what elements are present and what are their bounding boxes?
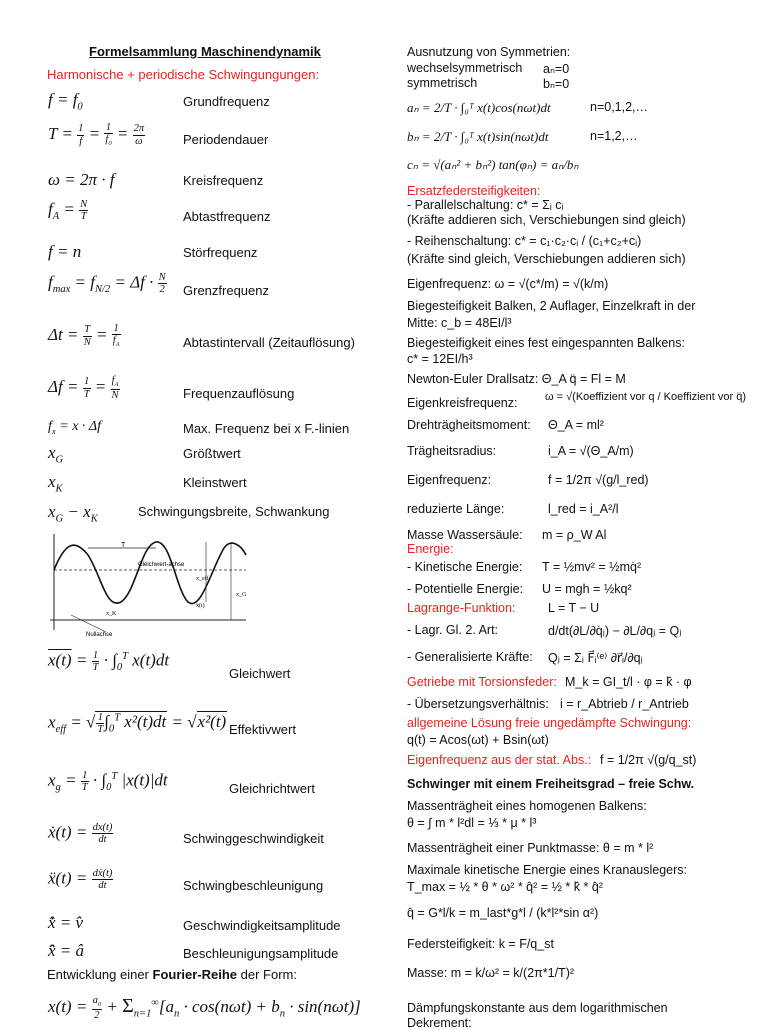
allg-formula: q(t) = Acos(ωt) + Bsin(ωt) [407, 733, 549, 747]
sym2-value: bₙ=0 [543, 77, 570, 91]
formula-gleichrichtwert: $x_g$ = $\frac{1}{T}$ · $\int_0^T$ |x(t)|dt [48, 770, 168, 794]
formula-geschwindigkeitsamplitude: x̂̇ = v̂ [48, 913, 84, 932]
label-beschleunigungsamplitude: Beschleunigungsamplitude [183, 946, 339, 961]
formula-kleinstwert: $x_K$ [48, 472, 63, 495]
gen-formula: Qⱼ = Σᵢ F⃗ᵢ⁽ᵉ⁾ ∂r⃗ᵢ/∂qⱼ [548, 651, 643, 665]
figure-label-t: T [121, 542, 126, 549]
radius-formula: i_A = √(Θ_A/m) [548, 444, 634, 458]
label-kleinstwert: Kleinstwert [183, 475, 247, 490]
ersatz-heading: Ersatzfedersteifigkeiten: [407, 184, 541, 198]
allg-heading: allgemeine Lösung freie ungedämpfte Schwingung: [407, 716, 692, 730]
label-maxfrequenz: Max. Frequenz bei x F.-linien [183, 421, 350, 436]
kin-label: - Kinetische Energie: [407, 560, 523, 574]
formula-periodendauer: T = $\frac{1}{f}$ = $\frac{1}{f_0}$ = $\frac{2\pi}{\omega}$ [48, 122, 145, 148]
label-grenzfrequenz: Grenzfrequenz [183, 283, 269, 298]
masse: Masse: m = k/ω² = k/(2π*1/T)² [407, 966, 575, 980]
parallel: - Parallelschaltung: c* = Σᵢ cᵢ [407, 198, 564, 212]
parallel-note: (Kräfte addieren sich, Verschiebungen sind gleich) [407, 213, 686, 227]
label-geschwindigkeitsamplitude: Geschwindigkeitsamplitude [183, 918, 341, 933]
sym1-value: aₙ=0 [543, 62, 570, 76]
massen-label: Massenträgheit eines homogenen Balkens: [407, 799, 647, 813]
kin-formula: T = ½mv² = ½mq̇² [542, 560, 642, 574]
reihe: - Reihenschaltung: c* = c₁·c₂·cᵢ / (c₁+c₂+cᵢ) [407, 234, 642, 248]
label-schwinggeschwindigkeit: Schwinggeschwindigkeit [183, 831, 324, 846]
punktmasse: Massenträgheit einer Punktmasse: θ = m * l² [407, 841, 654, 855]
formula-grundfrequenz: $f = f_0$ [48, 90, 83, 113]
getriebe-formula: M_k = GI_t/l · φ = k̂ · φ [565, 675, 692, 689]
label-abtastintervall: Abtastintervall (Zeitauflösung) [183, 335, 355, 350]
federsteifigkeit: Federsteifigkeit: k = F/q_st [407, 937, 554, 951]
lagr2-formula: d/dt(∂L/∂q̇ⱼ) − ∂L/∂qⱼ = Qⱼ [548, 624, 682, 638]
formula-groesstwert: $x_G$ [48, 443, 64, 466]
formula-stoerfrequenz: f = n [48, 242, 82, 261]
gen-label: - Generalisierte Kräfte: [407, 650, 533, 664]
formula-an: aₙ = 2/T · ∫₀ᵀ x(t)cos(nωt)dt [407, 100, 551, 115]
label-periodendauer: Periodendauer [183, 132, 269, 147]
dreh-label: Drehträgheitsmoment: [407, 418, 531, 432]
formula-abtastfrequenz: $f_A$ = $\frac{N}{T}$ [48, 199, 88, 223]
qhat-formula: q̂ = G*l/k = m_last*g*l / (k*l²*sin α²) [407, 906, 599, 920]
energie-heading: Energie: [407, 542, 454, 556]
label-frequenzaufloesung: Frequenzauflösung [183, 386, 295, 401]
stat-label: Eigenfrequenz aus der stat. Abs.: [407, 753, 592, 767]
eigen2-label: Eigenfrequenz: [407, 473, 492, 487]
dreh-formula: Θ_A = ml² [548, 418, 604, 432]
bn-range: n=1,2,… [590, 129, 638, 143]
pot-label: - Potentielle Energie: [407, 582, 524, 596]
massen-formula: θ = ∫ m * l²dl = ⅓ * μ * l³ [407, 816, 537, 830]
eigenkreis-formula: ω = √(Koeffizient vor q / Koeffizient vor q̈) [545, 391, 747, 403]
daempf-1: Dämpfungskonstante aus dem logarithmischen [407, 1001, 668, 1015]
an-range: n=0,1,2,… [590, 100, 649, 114]
oscillation-figure [46, 530, 256, 640]
label-grundfrequenz: Grundfrequenz [183, 94, 270, 109]
page-title: Formelsammlung Maschinendynamik [89, 44, 321, 59]
wasser-label: Masse Wassersäule: [407, 528, 523, 542]
eigenfrequenz-1: Eigenfrequenz: ω = √(c*/m) = √(k/m) [407, 277, 609, 291]
fourier-formula: x(t) = $\frac{a_0}{2}$ + $\Sigma_{n=1}^\infty[a_n \cdot \cos(n\omega t) + b_n \cdot \sin(n\omega t)]$ [48, 995, 361, 1022]
lagr2-label: - Lagr. Gl. 2. Art: [407, 623, 499, 637]
getriebe-label: Getriebe mit Torsionsfeder: [407, 675, 557, 689]
maxkin-label: Maximale kinetische Energie eines Kranauslegers: [407, 863, 688, 877]
formula-abtastintervall: Δt = $\frac{T}{N}$ = $\frac{1}{f_A}$ [48, 323, 120, 349]
biege1-a: Biegesteifigkeit Balken, 2 Auflager, Einzelkraft in der [407, 299, 696, 313]
formula-gleichwert: x(t) = $\frac{1}{T}$ · $\int_0^T$ x(t)dt [48, 650, 170, 674]
stat-formula: f = 1/2π √(g/q_st) [600, 753, 697, 767]
figure-label-xg: x_G [236, 592, 247, 598]
figure-label-xm: x̄(t) [196, 603, 205, 609]
biege1-b: Mitte: c_b = 48EI/l³ [407, 316, 512, 330]
radius-label: Trägheitsradius: [407, 444, 497, 458]
red-label: reduzierte Länge: [407, 502, 505, 516]
schwinger-heading: Schwinger mit einem Freiheitsgrad – freie Schw. [407, 777, 695, 791]
maxkin-formula: T_max = ½ * θ * ω² * q̂² = ½ * k̂ * q̂² [407, 880, 603, 894]
biege2-a: Biegesteifigkeit eines fest eingespannten Balkens: [407, 336, 685, 350]
formula-beschleunigungsamplitude: x̂̈ = â [48, 941, 85, 960]
fourier-intro: Entwicklung einer Fourier-Reihe der Form: [47, 967, 297, 982]
formula-kreisfrequenz: ω = 2π · f [48, 170, 115, 189]
ueber-formula: i = r_Abtrieb / r_Antrieb [560, 697, 689, 711]
formula-cn: cₙ = √(aₙ² + bₙ²) tan(φₙ) = aₙ/bₙ [407, 157, 579, 172]
label-schwingungsbreite: Schwingungsbreite, Schwankung [138, 504, 330, 519]
formula-schwingungsbreite: $x_G - x_K$ [48, 502, 98, 525]
pot-formula: U = mgh = ½kq² [542, 582, 632, 596]
lagr-formula: L = T − U [548, 601, 600, 615]
figure-label-gleich: Gleichwert-achse [138, 562, 185, 568]
label-abtastfrequenz: Abtastfrequenz [183, 209, 271, 224]
label-gleichrichtwert: Gleichrichtwert [229, 781, 315, 796]
figure-label-xk: x_K [106, 611, 117, 617]
formula-maxfrequenz: $f_x = x \cdot \Delta f$ [48, 419, 102, 436]
ueber-label: - Übersetzungsverhältnis: [407, 697, 549, 711]
eigenkreis-label: Eigenkreisfrequenz: [407, 396, 518, 410]
daempf-2: Dekrement: [407, 1016, 472, 1030]
sym1: wechselsymmetrisch [407, 61, 523, 75]
sym-head: Ausnutzung von Symmetrien: [407, 45, 571, 59]
formula-schwingbeschleunigung: ẍ(t) = $\frac{\text{dẋ(t)}}{dt}$ [48, 868, 113, 892]
sym2: symmetrisch [407, 76, 478, 90]
biege2-b: c* = 12EI/h³ [407, 352, 473, 366]
lagr-label: Lagrange-Funktion: [407, 601, 516, 615]
label-kreisfrequenz: Kreisfrequenz [183, 173, 264, 188]
wasser-formula: m = ρ_W Al [542, 528, 607, 542]
eigen2-formula: f = 1/2π √(g/l_red) [548, 473, 649, 487]
formula-bn: bₙ = 2/T · ∫₀ᵀ x(t)sin(nωt)dt [407, 129, 549, 144]
newton-euler: Newton-Euler Drallsatz: Θ_A q̈ = Fl = M [407, 372, 626, 386]
label-gleichwert: Gleichwert [229, 666, 291, 681]
label-effektivwert: Effektivwert [229, 722, 296, 737]
figure-label-null: Nullachse [86, 632, 113, 638]
label-groesstwert: Größtwert [183, 446, 241, 461]
formula-grenzfrequenz: $f_{max} = f_{N/2} = \Delta f$ · $\frac{N}{2}$ [48, 272, 166, 296]
left-heading: Harmonische + periodische Schwingungungen: [47, 67, 320, 82]
reihe-note: (Kräfte sind gleich, Verschiebungen addieren sich) [407, 252, 686, 266]
formula-frequenzaufloesung: Δf = $\frac{1}{T}$ = $\frac{f_A}{N}$ [48, 375, 119, 401]
formula-effektivwert: $x_{eff}$ = √ $\frac{1}{T}$ $\int_0^T$ x²(t)dt = √x²(t) [48, 712, 227, 736]
formula-schwinggeschwindigkeit: ẋ(t) = $\frac{dx(t)}{dt}$ [48, 822, 113, 846]
label-schwingbeschleunigung: Schwingbeschleunigung [183, 878, 324, 893]
label-stoerfrequenz: Störfrequenz [183, 245, 258, 260]
figure-label-xeff: x_eff [196, 576, 209, 582]
red-formula: l_red = i_A²/l [548, 502, 619, 516]
